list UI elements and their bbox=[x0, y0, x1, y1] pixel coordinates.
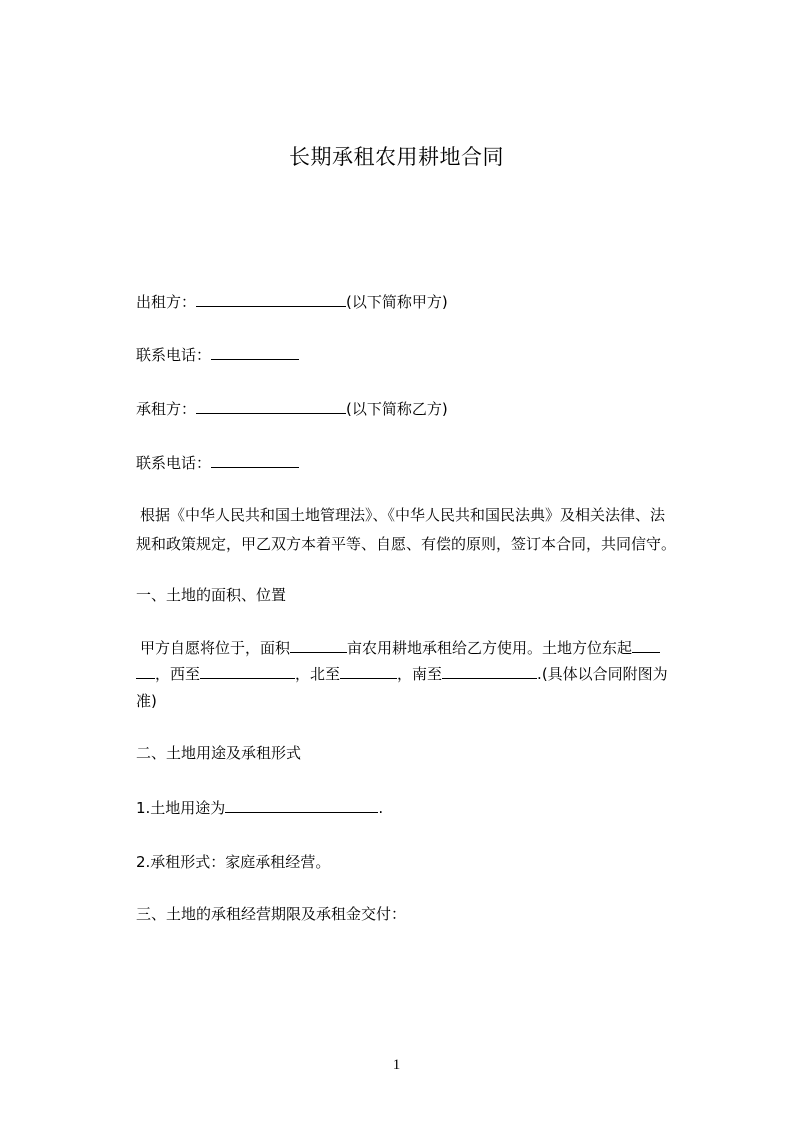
preamble-line-1: 根据《中华人民共和国土地管理法》、《中华人民共和国民法典》及相关法律、法 bbox=[140, 506, 666, 524]
north-boundary-blank[interactable] bbox=[340, 664, 397, 679]
section-3-heading: 三、土地的承租经营期限及承租金交付： bbox=[136, 905, 407, 923]
land-use-end: . bbox=[378, 799, 384, 817]
map-note: .(具体以合同附图为 bbox=[537, 665, 668, 683]
section-1-paragraph-line-3: 准) bbox=[136, 692, 157, 710]
land-use-blank[interactable] bbox=[225, 798, 378, 813]
area-blank[interactable] bbox=[290, 638, 347, 653]
south-label: ，南至 bbox=[397, 665, 443, 683]
south-boundary-blank[interactable] bbox=[442, 664, 537, 679]
area-unit-text: 亩农用耕地承租给乙方使用。土地方位东起 bbox=[347, 639, 633, 657]
east-boundary-blank[interactable] bbox=[632, 638, 660, 653]
preamble-line-2: 规和政策规定，甲乙双方本着平等、自愿、有偿的原则，签订本合同，共同信守。 bbox=[136, 535, 677, 553]
lessee-phone-label: 联系电话： bbox=[136, 454, 212, 472]
land-use-line bbox=[136, 797, 706, 819]
north-label: ，北至 bbox=[295, 665, 341, 683]
lessee-line bbox=[136, 398, 706, 420]
section-1-paragraph-line-1 bbox=[140, 637, 710, 659]
lessor-phone-blank[interactable] bbox=[211, 345, 299, 360]
lessee-name-blank[interactable] bbox=[196, 399, 346, 414]
west-label: ，西至 bbox=[155, 665, 201, 683]
west-boundary-blank[interactable] bbox=[200, 664, 295, 679]
lessor-line bbox=[136, 291, 706, 313]
document-title: 长期承租农用耕地合同 bbox=[289, 145, 504, 169]
lessor-phone-line bbox=[136, 344, 706, 366]
lessee-phone-line bbox=[136, 452, 706, 474]
section-1-heading: 一、土地的面积、位置 bbox=[136, 586, 287, 604]
page-number: 1 bbox=[392, 1057, 401, 1073]
lease-form-line: 2.承租形式：家庭承租经营。 bbox=[136, 853, 331, 871]
lessor-suffix: (以下简称甲方) bbox=[346, 293, 448, 311]
location-text: 甲方自愿将位于，面积 bbox=[140, 639, 291, 657]
east-boundary-blank-cont[interactable] bbox=[136, 664, 155, 679]
lessor-phone-label: 联系电话： bbox=[136, 346, 212, 364]
lessee-label: 承租方： bbox=[136, 400, 197, 418]
land-use-label: 1.土地用途为 bbox=[136, 799, 226, 817]
section-2-heading: 二、土地用途及承租形式 bbox=[136, 744, 302, 762]
lessee-suffix: (以下简称乙方) bbox=[346, 400, 448, 418]
lessee-phone-blank[interactable] bbox=[211, 453, 299, 468]
lessor-label: 出租方： bbox=[136, 293, 197, 311]
section-1-paragraph-line-2 bbox=[136, 663, 706, 685]
lessor-name-blank[interactable] bbox=[196, 292, 346, 307]
